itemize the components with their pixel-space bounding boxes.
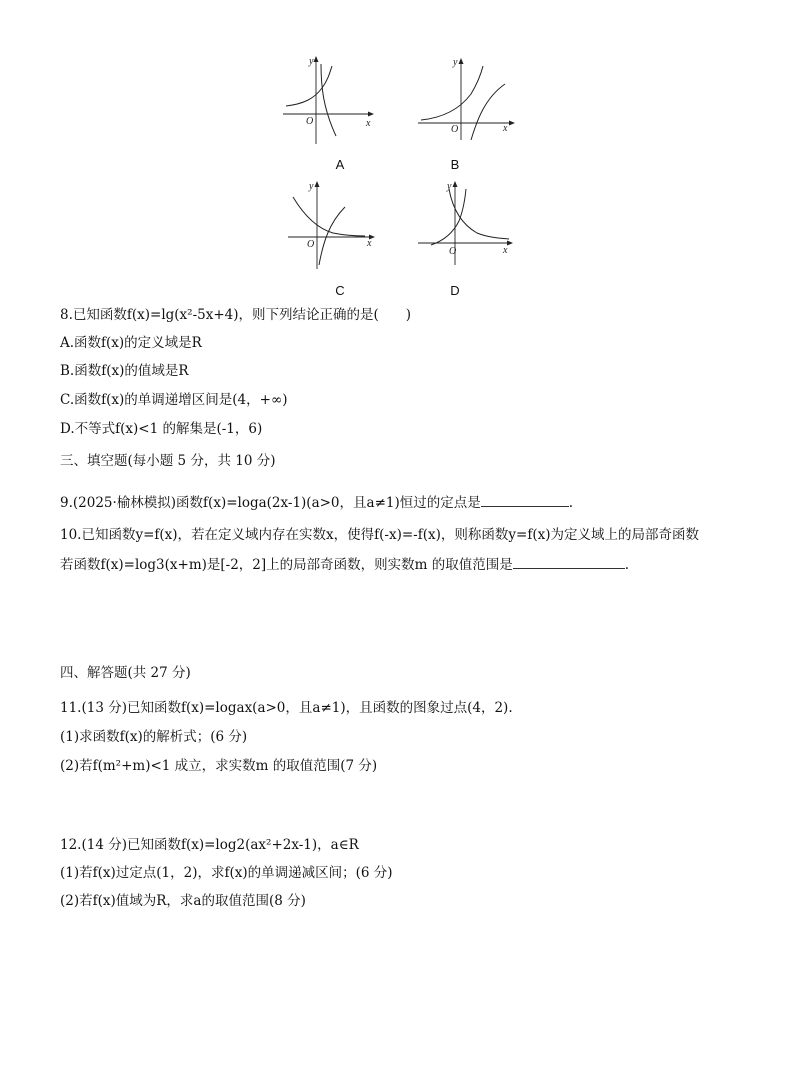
graph-b bbox=[413, 52, 523, 148]
graph-a-origin: O bbox=[306, 116, 314, 127]
graph-d-y-label: y bbox=[447, 181, 452, 192]
section-4-title: 四、解答题(共 27 分) bbox=[60, 665, 191, 681]
graph-c bbox=[285, 175, 385, 271]
graph-c-y-label: y bbox=[309, 181, 314, 192]
q11-part-2: (2)若f(m²+m)<1 成立，求实数m 的取值范围(7 分) bbox=[60, 758, 378, 774]
q12-part-1: (1)若f(x)过定点(1，2)，求f(x)的单调递减区间；(6 分) bbox=[60, 865, 393, 881]
graph-c-x-label: x bbox=[367, 238, 372, 249]
q12-part-2: (2)若f(x)值域为R，求a的取值范围(8 分) bbox=[60, 893, 306, 909]
graph-b-x-label: x bbox=[503, 123, 508, 134]
graph-a-caption: A bbox=[335, 157, 345, 172]
graph-a-y-label: y bbox=[309, 56, 314, 67]
section-3-title: 三、填空题(每小题 5 分，共 10 分) bbox=[60, 453, 276, 469]
q8-option-d: D.不等式f(x)<1 的解集是(-1，6) bbox=[60, 421, 263, 437]
graph-b-y-label: y bbox=[453, 57, 458, 68]
graph-a-x-label: x bbox=[366, 118, 371, 129]
graph-b-origin: O bbox=[451, 124, 459, 135]
q12-stem: 12.(14 分)已知函数f(x)=log2(ax²+2x-1)，a∈R bbox=[60, 837, 359, 853]
graph-a bbox=[278, 52, 378, 148]
q10-line2 bbox=[60, 555, 629, 574]
q9 bbox=[60, 493, 573, 512]
q8-stem: 8.已知函数f(x)=lg(x²-5x+4)，则下列结论正确的是( ) bbox=[60, 307, 412, 323]
graph-d-caption: D bbox=[450, 283, 460, 298]
q8-option-a: A.函数f(x)的定义域是R bbox=[60, 335, 202, 351]
q8-option-c: C.函数f(x)的单调递增区间是(4，+∞) bbox=[60, 392, 288, 408]
q10-line1: 10.已知函数y=f(x)，若在定义域内存在实数x，使得f(-x)=-f(x)，则称函数y=f(x)为定义域上的局部奇函数 bbox=[60, 527, 699, 543]
q11-stem: 11.(13 分)已知函数f(x)=logax(a>0，且a≠1)，且函数的图象过点(4，2). bbox=[60, 700, 513, 716]
q9-tail: . bbox=[568, 495, 574, 511]
graph-b-caption: B bbox=[450, 157, 460, 172]
graph-d-origin: O bbox=[449, 246, 457, 257]
q9-text: 9.(2025·榆林模拟)函数f(x)=loga(2x-1)(a>0，且a≠1)恒过的定点是 bbox=[60, 495, 481, 511]
graph-d-x-label: x bbox=[503, 245, 508, 256]
q10-text: 若函数f(x)=log3(x+m)是[-2，2]上的局部奇函数，则实数m 的取值范围是 bbox=[60, 557, 513, 573]
q10-answer-blank[interactable] bbox=[513, 555, 625, 569]
q11-part-1: (1)求函数f(x)的解析式；(6 分) bbox=[60, 729, 248, 745]
q8-option-b: B.函数f(x)的值域是R bbox=[60, 363, 189, 379]
graph-c-caption: C bbox=[335, 283, 345, 298]
q9-answer-blank[interactable] bbox=[481, 493, 569, 507]
graph-c-origin: O bbox=[307, 239, 315, 250]
graph-d bbox=[413, 175, 523, 271]
q10-tail: . bbox=[624, 557, 630, 573]
